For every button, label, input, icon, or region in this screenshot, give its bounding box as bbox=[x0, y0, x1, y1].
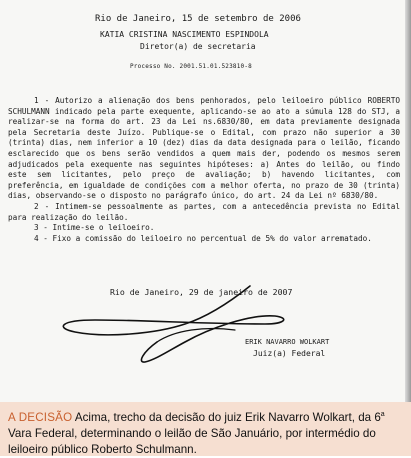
decision-paragraph-1 bbox=[8, 96, 400, 202]
paragraph-number: 3 bbox=[34, 223, 39, 233]
paragraph-number: 2 bbox=[34, 201, 39, 211]
caption-ordinal: a bbox=[380, 411, 385, 418]
judge-name: ERIK NAVARRO WOLKART bbox=[245, 338, 330, 346]
closing-date: Rio de Janeiro, 29 de janeiro de 2007 bbox=[110, 287, 293, 297]
judge-role: Juiz(a) Federal bbox=[253, 349, 326, 358]
addressee-name: KATIA CRISTINA NASCIMENTO ESPINDOLA bbox=[100, 30, 269, 39]
caption-text-end: Vara Federal, determinando o leilão de São Januário, por intermédio do leiloeiro público Roberto Schulmann. bbox=[8, 426, 376, 456]
process-number: Processo No. 2001.51.01.523810-8 bbox=[130, 63, 252, 70]
caption-text: Acima, trecho da decisão do juiz Erik Navarro Wolkart, da 6 bbox=[74, 410, 381, 424]
paragraph-number: 1 bbox=[34, 96, 39, 105]
decision-body bbox=[8, 96, 400, 244]
paragraph-text: - Autorizo a alienação dos bens penhorados, pelo leiloeiro público ROBERTO SCHULMANN indicado pela parte exequente, aplicando-se ao ato a súmula 128 do STJ, a realizar-se na forma do art. 23 da Lei ns.6830/80, em data previamente designada pela Secretaria deste Juízo. Publique-se o Edital, com prazo não superior a 30 (trinta) dias, nem inferior a 10 (dez) dias da data designada para o leilão, ficando esclarecido que os bens serão vendidos a quem mais der, podendo os mesmos serem adjudicados pela exequente nas seguintes hipóteses: a) Antes do leilão, ou findo este sem licitantes, pelo preço de avaliação; b) havendo licitantes, com preferência, em igualdade de condições com a melhor oferta, no prazo de 30 (trinta) dias, observando-se o disposto no parágrafo único, do art. 24 da Lei nº 6830/80. bbox=[8, 96, 400, 201]
paragraph-text: - Fixo a comissão do leiloeiro no percentual de 5% do valor arrematado. bbox=[43, 233, 372, 243]
paragraph-number: 4 bbox=[34, 233, 39, 243]
paragraph-text: - Intime-se o leiloeiro. bbox=[43, 223, 155, 233]
decision-paragraph-2 bbox=[8, 202, 400, 223]
paragraph-text: - Intimem-se pessoalmente as partes, com a antecedência prevista no Edital para realização do leilão. bbox=[8, 201, 400, 222]
caption-lead: A DECISÃO bbox=[8, 410, 73, 424]
photo-caption bbox=[0, 402, 411, 456]
addressee-role: Diretor(a) de secretaria bbox=[140, 42, 256, 51]
decision-paragraph-3 bbox=[8, 223, 400, 234]
document-date: Rio de Janeiro, 15 de setembro de 2006 bbox=[95, 14, 301, 24]
decision-paragraph-4 bbox=[8, 234, 400, 245]
